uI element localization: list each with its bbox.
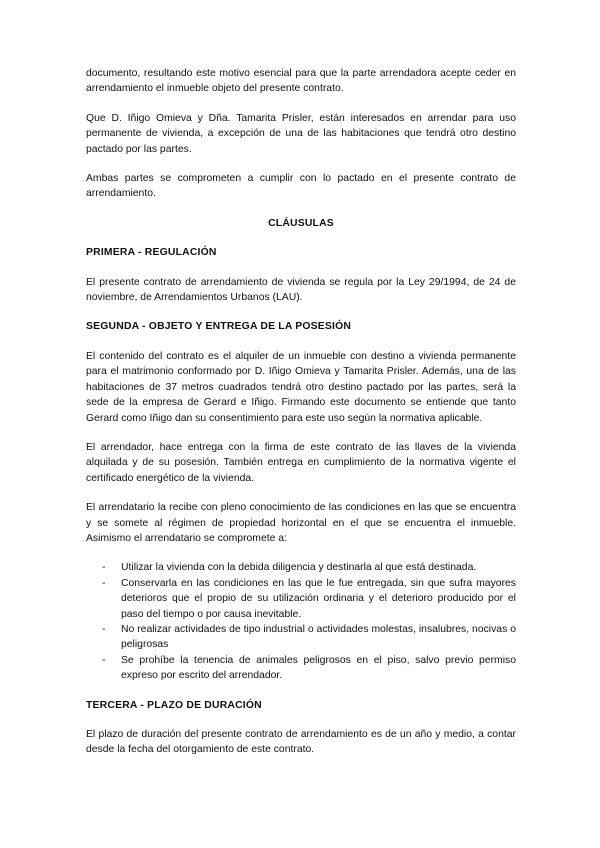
segunda-paragraph-acceptance: El arrendatario la recibe con pleno conocimiento de las condiciones en las que se encuentra y se somete al régimen de propiedad horizontal en el que se encuentra el inmueble. Asimismo el arrendatario se compromete a: bbox=[86, 502, 516, 544]
paragraph-tenants-interest: Que D. Iñigo Omieva y Dña. Tamarita Prisler, están interesados en arrendar para uso permanente de vivienda, a excepción de una de las habitaciones que tendrá otro destino pactado por las partes. bbox=[86, 112, 516, 155]
list-item bbox=[86, 622, 516, 653]
paragraph-commitment: Ambas partes se comprometen a cumplir con lo pactado en el presente contrato de arrendamiento. bbox=[86, 173, 516, 200]
obligations-list bbox=[86, 560, 516, 683]
segunda-paragraph-content: El contenido del contrato es el alquiler de un inmueble con destino a vivienda permanente para el matrimonio conformado por D. Iñigo Omieva y Tamarita Prisler. Además, una de las habitaciones de 37 metros cuadrados tendrá otro destino pactado por las partes, será la sede de la empresa de Gerard e Iñigo. Firmando este documento se entiende que tanto Gerard como Iñigo dan su consentimiento para este uso según la normativa aplicable. bbox=[86, 350, 516, 424]
dash-marker: - bbox=[102, 577, 106, 589]
list-item-text: Se prohíbe la tenencia de animales peligrosos en el piso, salvo previo permiso expreso por escrito del arrendador. bbox=[121, 654, 516, 682]
paragraph-intro-continuation: documento, resultando este motivo esencial para que la parte arrendadora acepte ceder en arrendamiento el inmueble objeto del presente contrato. bbox=[86, 68, 516, 95]
list-item bbox=[86, 576, 516, 622]
document-page bbox=[86, 66, 516, 772]
dash-marker: - bbox=[102, 623, 106, 635]
list-item-text: No realizar actividades de tipo industrial o actividades molestas, insalubres, nocivas o peligrosas bbox=[121, 623, 516, 651]
primera-text: El presente contrato de arrendamiento de vivienda se regula por la Ley 29/1994, de 24 de noviembre, de Arrendamientos Urbanos (LAU). bbox=[86, 276, 516, 304]
segunda-heading: SEGUNDA - OBJETO Y ENTREGA DE LA POSESIÓN bbox=[86, 321, 352, 333]
dash-marker: - bbox=[102, 654, 106, 666]
list-item-text: Conservarla en las condiciones en las que le fue entregada, sin que sufra mayores deterioros que el propio de su utilización ordinaria y el deterioro producido por el paso del tiempo o por causa inevitable. bbox=[121, 577, 516, 620]
list-item bbox=[86, 560, 516, 575]
tercera-heading: TERCERA - PLAZO DE DURACIÓN bbox=[86, 699, 262, 711]
clausulas-title: CLÁUSULAS bbox=[268, 217, 334, 229]
segunda-paragraph-delivery: El arrendador, hace entrega con la firma de este contrato de las llaves de la vivienda alquilada y de su posesión. También entrega en cumplimiento de la normativa vigente el certificado energético de la vivienda. bbox=[86, 441, 516, 484]
primera-heading: PRIMERA - REGULACIÓN bbox=[86, 247, 217, 259]
dash-marker: - bbox=[102, 562, 106, 574]
list-item bbox=[86, 653, 516, 684]
list-item-text: Utilizar la vivienda con la debida diligencia y destinarla al que está destinada. bbox=[121, 562, 477, 574]
tercera-text: El plazo de duración del presente contrato de arrendamiento es de un año y medio, a contar desde la fecha del otorgamiento de este contrato. bbox=[86, 729, 516, 756]
